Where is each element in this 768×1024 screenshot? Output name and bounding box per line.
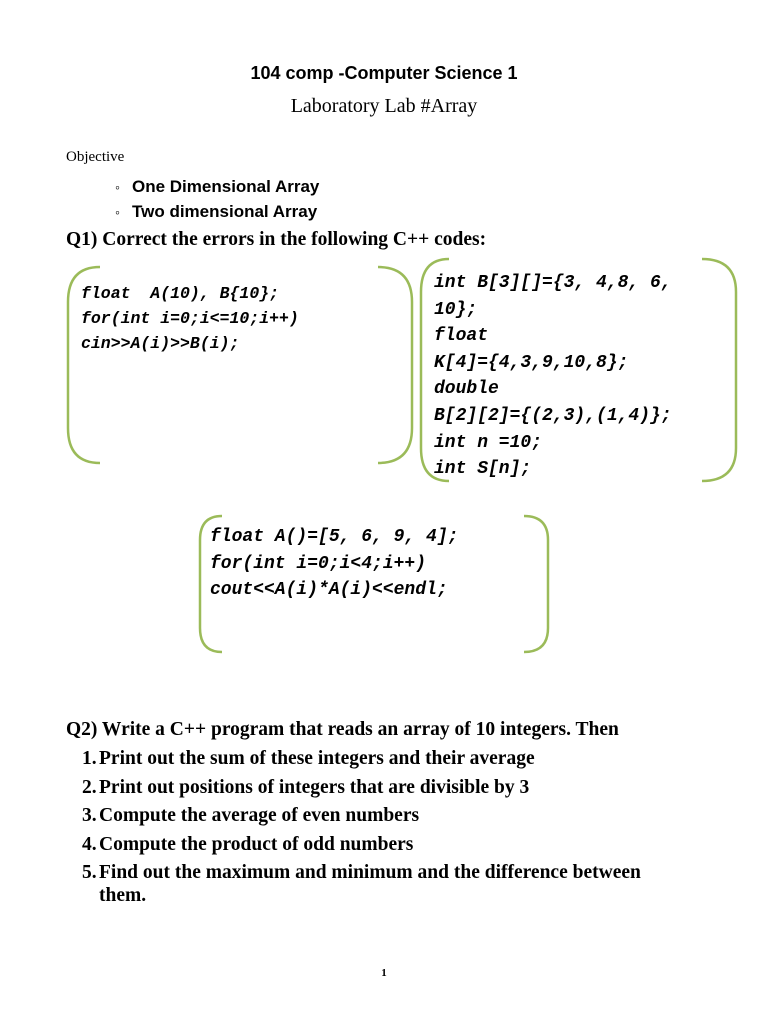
list-item bbox=[82, 747, 682, 770]
code-block-2 bbox=[434, 270, 672, 483]
code-line: float bbox=[434, 326, 489, 347]
item-number: 2. bbox=[82, 776, 97, 798]
code-line: for(int i=0;i<=10;i++) bbox=[81, 309, 299, 328]
code-line: cout<<A(i)*A(i)<<endl; bbox=[210, 580, 448, 600]
question-2-list bbox=[82, 747, 682, 913]
code-line: B[2][2]={(2,3),(1,4)}; bbox=[434, 405, 672, 426]
code-line: for(int i=0;i<4;i++) bbox=[210, 553, 427, 574]
code-line: 10}; bbox=[434, 299, 478, 320]
objective-item-text: One Dimensional Array bbox=[132, 177, 320, 196]
list-item bbox=[82, 776, 682, 799]
code-line: float A()=[5, 6, 9, 4]; bbox=[210, 527, 459, 547]
code-line: int S[n]; bbox=[434, 459, 532, 480]
item-text: Compute the product of odd numbers bbox=[99, 833, 414, 855]
objective-list bbox=[115, 176, 319, 226]
objective-label: Objective bbox=[66, 149, 125, 165]
page-number: 1 bbox=[381, 967, 387, 979]
bullet-icon: ◦ bbox=[115, 179, 120, 195]
item-number: 3. bbox=[82, 805, 97, 826]
bracket-right-code-3 bbox=[518, 512, 558, 656]
code-line: float A(10), B{10}; bbox=[81, 284, 280, 303]
document-subtitle: Laboratory Lab #Array bbox=[290, 95, 478, 117]
code-line: double bbox=[434, 379, 499, 400]
code-block-1 bbox=[81, 281, 299, 356]
item-text: Compute the average of even numbers bbox=[99, 805, 420, 826]
item-text: Find out the maximum and minimum and the difference between them. bbox=[99, 862, 641, 906]
item-text: Print out the sum of these integers and their average bbox=[99, 748, 535, 769]
objective-item bbox=[115, 201, 319, 226]
bracket-right-code-2 bbox=[696, 254, 746, 486]
item-text: Print out positions of integers that are divisible by 3 bbox=[99, 776, 530, 798]
objective-item-text: Two dimensional Array bbox=[132, 202, 318, 221]
list-item bbox=[82, 804, 682, 827]
document-title: 104 comp -Computer Science 1 bbox=[250, 63, 518, 83]
question-2: Q2) Write a C++ program that reads an array of 10 integers. Then bbox=[66, 719, 619, 740]
code-block-3 bbox=[210, 524, 458, 604]
bullet-icon: ◦ bbox=[115, 204, 120, 220]
item-number: 1. bbox=[82, 748, 97, 769]
code-line: K[4]={4,3,9,10,8}; bbox=[434, 352, 629, 373]
code-line: cin>>A(i)>>B(i); bbox=[81, 334, 240, 353]
list-item bbox=[82, 861, 682, 907]
question-1: Q1) Correct the errors in the following C++ codes: bbox=[66, 229, 487, 250]
item-number: 5. bbox=[82, 862, 97, 883]
list-item bbox=[82, 833, 682, 856]
code-line: int n =10; bbox=[434, 432, 543, 453]
code-line: int B[3][]={3, 4,8, 6, bbox=[434, 273, 672, 293]
item-number: 4. bbox=[82, 833, 97, 855]
objective-item bbox=[115, 176, 319, 201]
